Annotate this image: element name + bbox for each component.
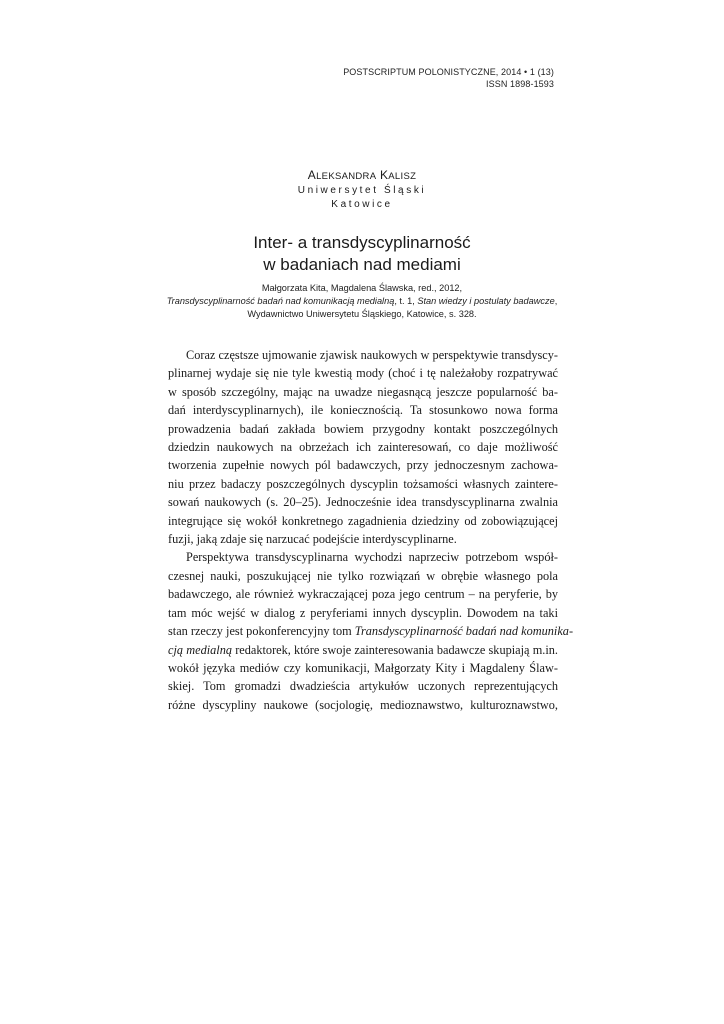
biblio-punct: , bbox=[554, 296, 558, 306]
text-line: wokół języka mediów czy komunikacji, Małgorzaty Kity i Magdaleny Ślaw- bbox=[168, 660, 558, 675]
biblio-line-3: Wydawnictwo Uniwersytetu Śląskiego, Katowice, s. 328. bbox=[247, 309, 477, 319]
article-title bbox=[0, 232, 724, 276]
author-first-rest: LEKSANDRA bbox=[316, 171, 377, 182]
biblio-line-2 bbox=[0, 295, 724, 308]
text-line: fuzji, jaką zdaje się narzucać podejście interdyscyplinarne. bbox=[168, 532, 457, 547]
text-line: sowań naukowych (s. 20–25). Jednocześnie idea transdyscyplinarna zwalnia bbox=[168, 495, 558, 510]
author-block bbox=[0, 168, 724, 212]
paragraph-1 bbox=[168, 346, 558, 548]
text-line: różne dyscypliny naukowe (socjologię, medioznawstwo, kulturoznawstwo, bbox=[168, 697, 558, 712]
title-line-1: Inter- a transdyscyplinarność bbox=[253, 233, 471, 252]
biblio-volume: , t. 1, bbox=[394, 296, 418, 306]
text-line: tworzenia zupełnie nowych pól badawczych, przy jednoczesnym zachowa- bbox=[168, 458, 558, 473]
text-line: dań interdyscyplinarnych), ile koniecznością. Ta stosunkowo nowa forma bbox=[168, 403, 558, 418]
author-city: Katowice bbox=[331, 199, 393, 210]
text-run: stan rzeczy jest pokonferencyjny tom bbox=[168, 624, 355, 639]
issn: ISSN 1898-1593 bbox=[486, 79, 554, 89]
journal-citation: POSTSCRIPTUM POLONISTYCZNE, 2014 • 1 (13) bbox=[343, 67, 554, 77]
text-run: redaktorek, które swoje zainteresowania badawcze skupiają m.in. bbox=[232, 642, 558, 657]
title-block bbox=[0, 232, 724, 321]
author-last-rest: ALISZ bbox=[388, 171, 417, 182]
text-line: integrujące się wokół konkretnego zagadnienia dziedziny od zobowiązującej bbox=[168, 513, 558, 528]
biblio-book-title: Transdyscyplinarność badań nad komunikacją medialną bbox=[166, 296, 395, 306]
body-text bbox=[168, 346, 574, 714]
text-line: plinarnej wydaje się nie tyle kwestią mody (choć i tę należałoby rozpatrywać bbox=[168, 366, 558, 381]
text-line bbox=[168, 622, 574, 640]
bibliographic-note bbox=[0, 282, 724, 321]
author-first-initial: A bbox=[307, 168, 317, 182]
text-line: dziedzin naukowych na obrzeżach ich zainteresowań, co daje możliwość bbox=[168, 440, 558, 455]
text-line: niu przez badaczy poszczególnych dyscyplin tożsamości własnych zaintere- bbox=[168, 476, 558, 491]
paragraph-2 bbox=[168, 548, 574, 714]
book-title-italic: cją medialną bbox=[168, 642, 232, 657]
text-line bbox=[168, 641, 558, 659]
author-affiliation: Uniwersytet Śląski bbox=[297, 185, 427, 196]
text-line: czesnej nauki, poszukującej nie tylko rozwiązań w obrębie własnego pola bbox=[168, 568, 558, 583]
text-line: tam móc wejść w dialog z peryferiami innych dyscyplin. Dowodem na taki bbox=[168, 605, 558, 620]
author-name bbox=[0, 168, 724, 184]
text-line: Coraz częstsze ujmowanie zjawisk naukowych w perspektywie transdyscy- bbox=[186, 348, 558, 362]
text-line: w sposób szczególny, mając na uwadze niegasnącą jeszcze popularność ba- bbox=[168, 384, 558, 399]
biblio-volume-title: Stan wiedzy i postulaty badawcze bbox=[417, 296, 555, 306]
title-line-2: w badaniach nad mediami bbox=[263, 255, 461, 274]
text-line: Perspektywa transdyscyplinarna wychodzi naprzeciw potrzebom współ- bbox=[186, 550, 558, 565]
biblio-line-1: Małgorzata Kita, Magdalena Ślawska, red., 2012, bbox=[261, 283, 463, 293]
text-line: badawczego, ale również wykraczającej poza jego centrum – na peryferie, by bbox=[168, 587, 558, 602]
text-line: skiej. Tom gromadzi dwadzieścia artykułów uczonych reprezentujących bbox=[168, 679, 558, 694]
text-line: prowadzenia badań zakłada bowiem przygodny kontakt poszczególnych bbox=[168, 421, 558, 436]
running-head bbox=[343, 66, 554, 90]
book-title-italic: Transdyscyplinarność badań nad komunika- bbox=[354, 624, 574, 639]
author-last-initial: K bbox=[379, 168, 389, 182]
